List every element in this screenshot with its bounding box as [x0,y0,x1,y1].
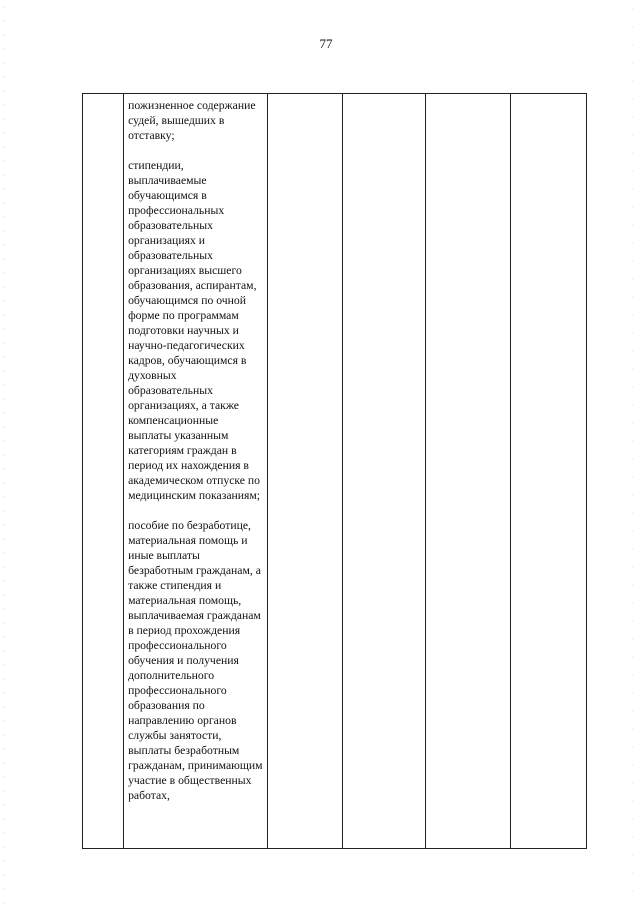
table-cell-empty [425,94,510,849]
table-row [83,94,587,849]
scan-edge-marks-right [631,0,634,905]
table-cell-empty [342,94,425,849]
table-cell-income-types [124,94,268,849]
paragraph-judges-maintenance: пожизненное содержание судей, вышедших в отставку; [128,99,256,142]
table-cell-number [83,94,124,849]
paragraph-unemployment-benefits: пособие по безработице, материальная помощь и иные выплаты безработным гражданам, а также стипендия и материальная помощь, выплачиваемая гражданам в период прохождения профессионального обучения и получения дополнительного профессионального образования по направлению органов службы занятости, выплаты безработным гражданам, принимающим участие в общественных работах, [128,519,263,802]
table-cell-empty [510,94,586,849]
page-number: 77 [319,36,333,51]
paragraph-stipends: стипендии, выплачиваемые обучающимся в профессиональных образовательных организациях и образовательных организациях высшего образования, аспирантам, обучающимся по очной форме по программам подготовки научных и научно-педагогических кадров, обучающимся в духовных образовательных организациях, а также компенсационные выплаты указанным категориям граждан в период их нахождения в академическом отпуске по медицинским показаниям; [128,159,261,502]
table-cell-empty [268,94,342,849]
scan-edge-marks-left [3,0,6,905]
document-table [82,93,587,849]
